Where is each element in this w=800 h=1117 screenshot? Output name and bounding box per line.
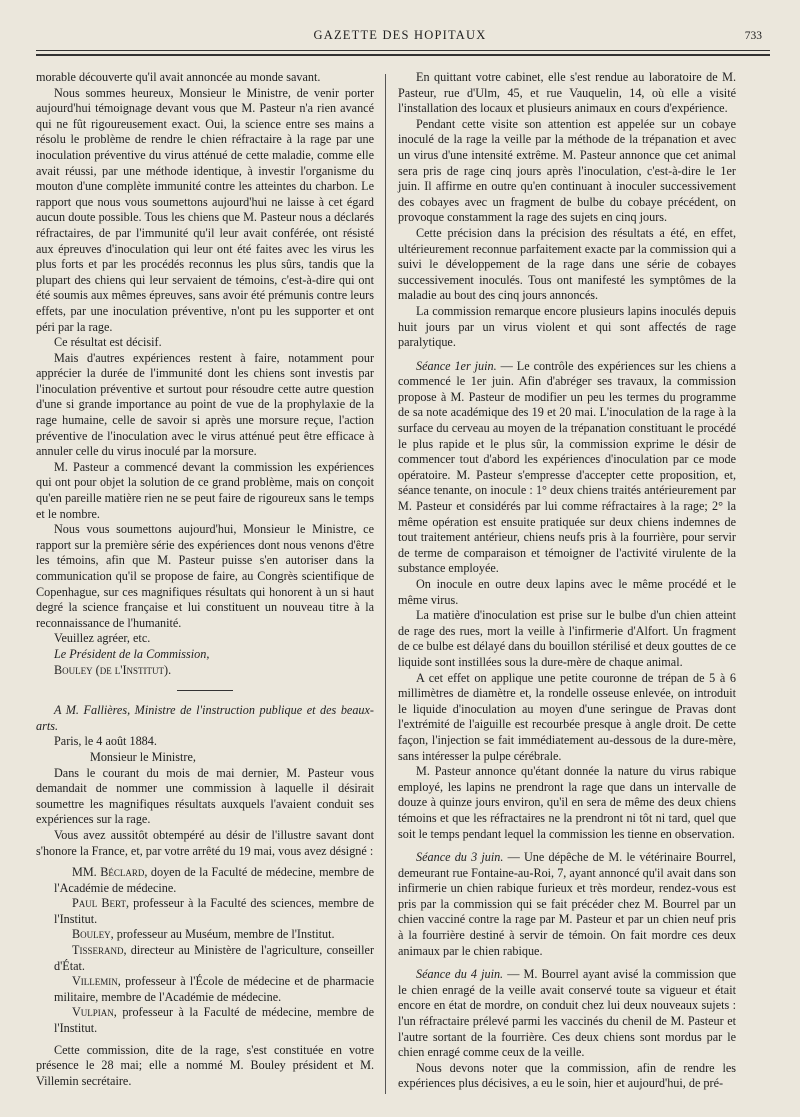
paragraph: M. Pasteur a commencé devant la commission les expériences qui ont pour objet la solution de ce grand problème, mais on conçoit qu'en pareille matière rien ne se peut faire de rigoureux sans le temps et le nombre. [36, 459, 374, 521]
seance-date: Séance du 4 juin. [416, 967, 504, 982]
paragraph: Dans le courant du mois de mai dernier, M. Pasteur vous demandait de nommer une commission à laquelle il désirait soumettre les magnifiques résultats auxquels l'avaient conduit ses expériences sur la rage. [36, 765, 374, 827]
member-name: Bouley, [72, 927, 114, 942]
member-desc: professeur au Muséum, membre de l'Institut. [113, 927, 335, 942]
member-desc: directeur au Ministère de l'agriculture, conseiller d'État. [54, 943, 374, 973]
member-item [36, 974, 374, 1005]
member-name: Paul Bert, [72, 896, 130, 911]
paragraph: Nous vous soumettons aujourd'hui, Monsieur le Ministre, ce rapport sur la première série des expériences dont nous venons d'être les témoins, afin que M. Pasteur puisse s'en autoriser dans la communication qu'il se propose de faire, au Congrès scientifique de Copenhague, sur ces magnifiques résultats qui honorent à un si haut degré la science française et lui constituent un nouveau titre à la reconnaissance de l'humanité. [36, 522, 374, 630]
member-desc: professeur à la Faculté de médecine, membre de l'Institut. [54, 1005, 374, 1036]
paragraph-seance [398, 359, 736, 577]
page-header [0, 20, 800, 50]
paragraph: On inocule en outre deux lapins avec le même procédé et le même virus. [398, 577, 736, 607]
paragraph: Pendant cette visite son attention est appelée sur un cobaye inoculé de la rage la veille par la méthode de la trépanation et avec un virus d'une intensité extrême. M. Pasteur annonce que cet animal sera pris de rage cinq jours après l'inoculation, c'est-à-dire le 1er juin. Il affirme en outre qu'en continuant à inoculer successivement des cobayes avec un fragment de bulbe du cobaye précédent, on provoque constamment la rage des sujets en cinq jours. [398, 116, 736, 225]
seance-date: Séance 1er juin. [416, 358, 497, 373]
signature-name: Bouley (de l'Institut). [54, 662, 172, 677]
paragraph: Cette commission, dite de la rage, s'est constituée en votre présence le 28 mai; elle a nommé M. Bouley président et M. Villemin secrétaire. [36, 1042, 374, 1088]
page-number: 733 [744, 30, 762, 42]
member-item [36, 927, 374, 943]
member-desc: professeur à la Faculté des sciences, membre de l'Institut. [54, 896, 374, 926]
paragraph: Cette précision dans la précision des résultats a été, en effet, ultérieurement reconnue parfaitement exacte par la commission qui a suivi le développement de la rage dans une série de cobayes successivement inoculés. Tous ont manifesté les symptômes de la maladie au bout des cinq jours annoncés. [398, 225, 736, 303]
seance-text: — M. Bourrel ayant avisé la commission que le chien enragé de la veille avait conservé toute sa vigueur et était encore en état de mordre, on conduit chez lui deux nouveaux sujets : l'un réfractaire prélevé parmi les vaccinés du chenil de M. Pasteur et l'autre sortant de la fourrière. Ces deux chiens sont mordus par le chien enragé comme ceux de la veille. [398, 967, 736, 1060]
letter-date: Paris, le 4 août 1884. [54, 734, 157, 749]
paragraph: Vous avez aussitôt obtempéré au désir de l'illustre savant dont s'honore la France, et, par votre arrêté du 19 mai, vous avez désigné : [36, 827, 374, 858]
member-item [36, 943, 374, 974]
salutation: Monsieur le Ministre, [90, 749, 196, 764]
member-name: Vulpian, [72, 1005, 117, 1020]
paragraph: Mais d'autres expériences restent à faire, notamment pour apprécier la durée de l'immunité dont les chiens sont investis par l'inoculation préventive et surtout pour résoudre cette autre question d'une si grande importance au point de vue de la prophylaxie de la rage humaine, celle de savoir si après une morsure reçue, l'action préventive de l'inoculation avec le virus atténué peut être efficace à annuler celle du virus inoculé par la morsure. [36, 350, 374, 459]
paragraph-seance [398, 850, 736, 959]
paragraph: Veuillez agréer, etc. [54, 631, 151, 646]
paragraph-seance [398, 967, 736, 1061]
paragraph: Ce résultat est décisif. [54, 335, 162, 350]
paragraph: morable découverte qu'il avait annoncée au monde savant. [36, 70, 321, 84]
running-title: GAZETTE DES HOPITAUX [313, 28, 487, 42]
column-divider [385, 74, 386, 1094]
paragraph: La matière d'inoculation est prise sur le bulbe d'un chien atteint de rage des rues, mort la veille à l'infirmerie d'Alfort. Un fragment de ce bulbe est délayé dans du bouillon stérilisé et deux gouttes de ce liquide sont instillées sous la dure-mère de chaque animal. [398, 608, 736, 669]
member-name: Villemin, [72, 974, 121, 989]
member-item [36, 1005, 374, 1036]
member-item [36, 896, 374, 927]
letter-heading: A M. Fallières, Ministre de l'instruction publique et des beaux-arts. [36, 703, 374, 733]
right-column [398, 70, 736, 1092]
paragraph: A cet effet on applique une petite couronne de trépan de 5 à 6 millimètres de diamètre et, la rondelle osseuse enlevée, on introduit le liquide d'inoculation au moyen d'une seringue de Pravas dont l'extrémité de l'aiguille est recourbée presque à angle droit. De cette façon, l'injection se fait immédiatement au-dessous de la dure-mère, sans intéresser la pulpe cérébrale. [398, 670, 736, 763]
member-name: Tisserand, [72, 943, 127, 958]
seance-date: Séance du 3 juin. [416, 850, 504, 865]
member-desc: professeur à l'École de médecine et de pharmacie militaire, membre de l'Académie de médecine. [54, 974, 374, 1004]
paragraph: M. Pasteur annonce qu'étant donnée la nature du virus rabique employé, les lapins ne prendront la rage que dans un intervalle de douze à quinze jours environ, qu'il en sera de même des deux chiens témoins et que les réfractaires ne la prendront ni tôt ni tard, quel que soit le temps pendant lequel la commission les tienne en observation. [398, 764, 736, 841]
section-rule [177, 690, 233, 691]
paragraph: Nous sommes heureux, Monsieur le Ministre, de venir porter aujourd'hui témoignage devant vous que M. Pasteur n'a rien avancé qui ne fût rigoureusement exact. Oui, la science entre ses mains a résolu le problème de rendre le chien réfractaire à la rage par une inoculation préventive du virus atténué de cette maladie, comme elle avait réussi, par une méthode identique, à investir l'organisme du mouton d'une complète immunité contre les atteintes du charbon. Le rapport que nous vous soumettons aujourd'hui ne laisse à cet égard aucun doute possible. Tous les chiens que M. Pasteur nous a déclarés réfractaires, de par l'immunité qu'il leur avait conférée, ont résisté aux épreuves d'inoculation qui leur ont été faites avec les virus les plus forts et par les procédés reconnus les plus sûrs, tandis que la plupart des chiens qui leur servaient de témoins, c'est-à-dire qui ont été soumis aux mêmes épreuves, sans avoir été prémunis contre leurs effets, par une inoculation préventive, n'ont pu les supporter et ont péri par la rage. [36, 85, 374, 334]
commission-members [36, 865, 374, 1037]
seance-text: — Une dépêche de M. le vétérinaire Bourrel, demeurant rue Fontaine-au-Roi, 7, ayant annoncé qu'il avait dans son infirmerie un chien rabique furieux et très mordeur, rendez-vous est pris par la commission qui se fait précéder chez M. Bourrel par un chien vacciné contre la rage par M. Pasteur et par un chien neuf pris à la fourrière destiné à servir de témoin. On fait mordre ces deux animaux par le chien rabique. [398, 850, 736, 958]
seance-text: — Le contrôle des expériences sur les chiens a commencé le 1er juin. Afin d'abréger ses travaux, la commission propose à M. Pasteur de modifier un peu les termes du programme de sa note académique des 19 et 20 mai. L'inoculation de la rage à la surface du cerveau au moyen de la trépanation constituant le procédé le plus rapide et le plus sûr, la commission exprime le désir de commencer tout d'abord les expériences d'inoculation par ce mode opératoire. M. Pasteur s'empresse d'accepter cette proposition, et, séance tenante, on inocule : 1° deux chiens traités antérieurement par M. Pasteur et considérés par lui comme réfractaires à la rage; 2° la même opération est ensuite pratiquée sur deux chiens indemnes de tout traitement antérieur, chiens neufs pris à la fourrière, pour servir de terme de comparaison et témoigner de l'activité virulente de la substance employée. [398, 358, 737, 576]
header-rule-thick [36, 54, 770, 56]
member-desc: doyen de la Faculté de médecine, membre de l'Académie de médecine. [54, 865, 374, 895]
left-column [36, 70, 374, 1089]
member-item [36, 865, 374, 896]
header-rule-thin [36, 50, 770, 51]
member-name: MM. Béclard, [72, 865, 148, 880]
signature-title: Le Président de la Commission, [54, 646, 210, 661]
paragraph: La commission remarque encore plusieurs lapins inoculés depuis huit jours par un virus violent et qui sont affectés de rage paralytique. [398, 303, 736, 350]
paragraph: En quittant votre cabinet, elle s'est rendue au laboratoire de M. Pasteur, rue d'Ulm, 45, et rue Vauquelin, 14, où elle a visité l'installation des locaux et plusieurs animaux en cours d'expérience. [398, 70, 736, 116]
paragraph: Nous devons noter que la commission, afin de rendre les expériences plus décisives, a eu le soin, hier et aujourd'hui, de pré- [398, 1060, 736, 1091]
